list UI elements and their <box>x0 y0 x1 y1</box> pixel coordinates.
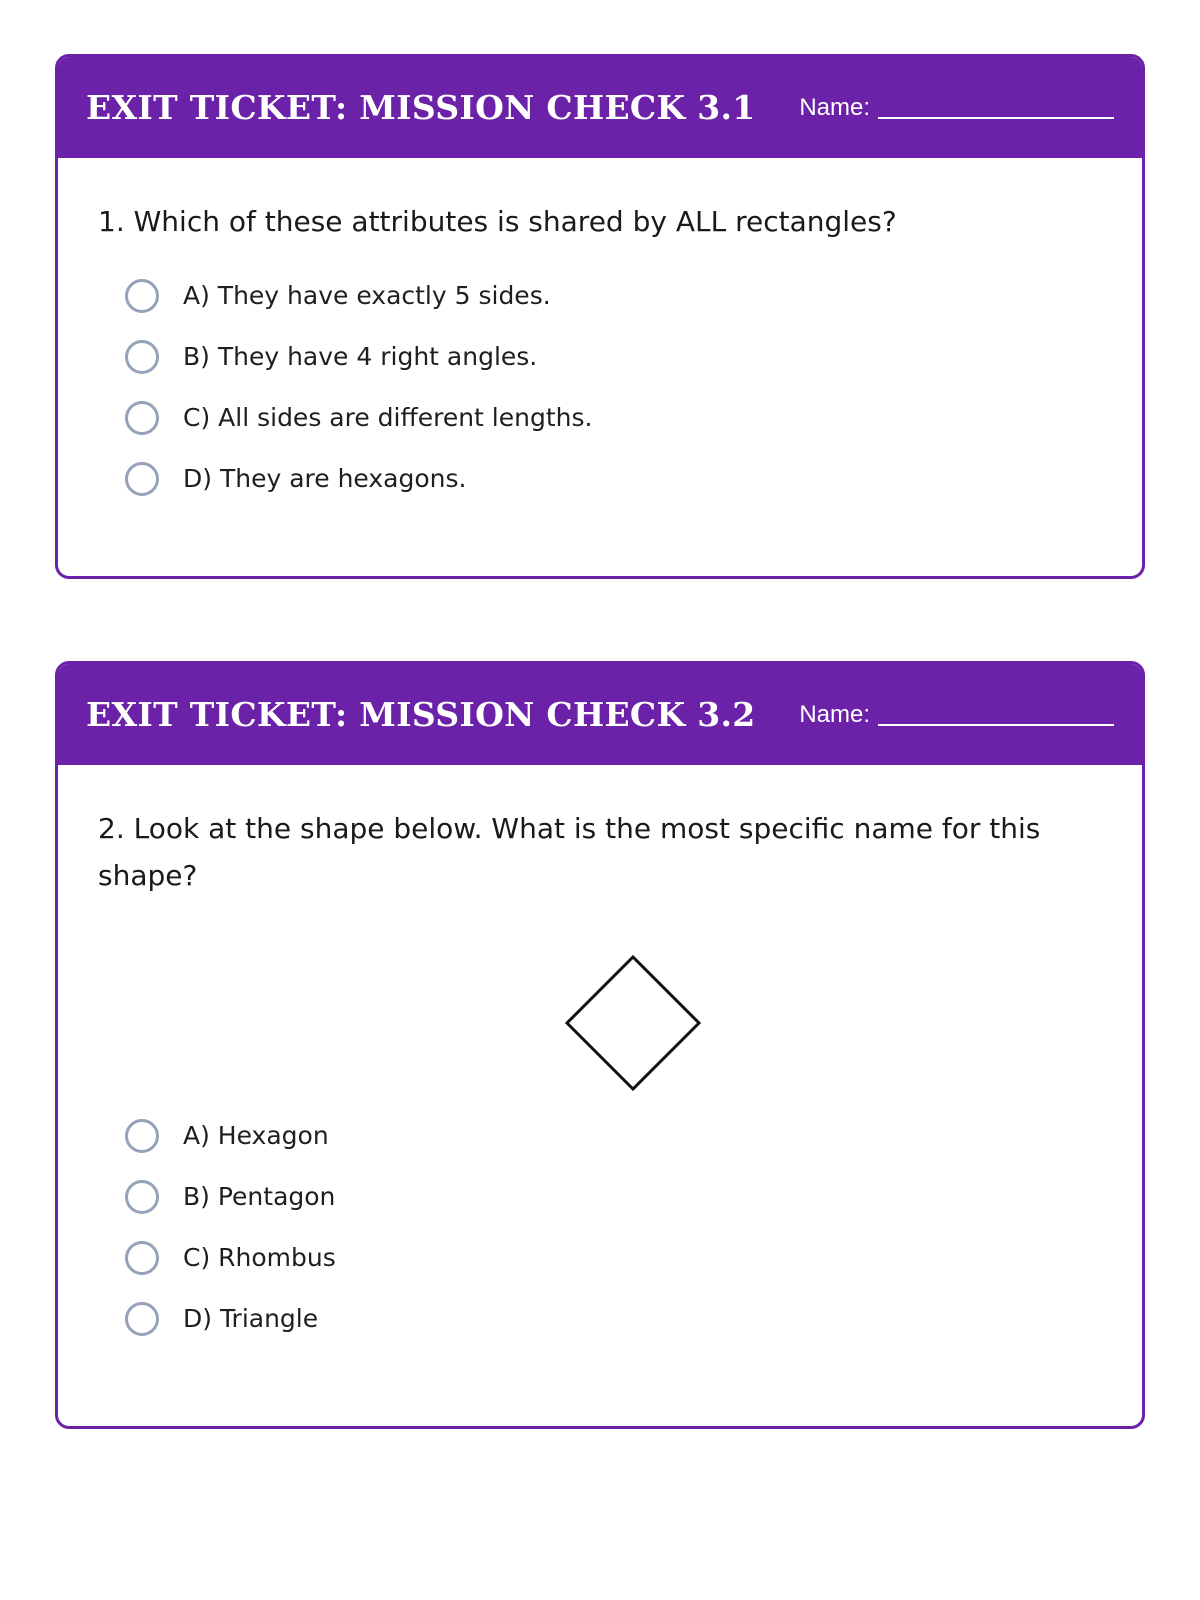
ticket-header <box>58 664 1142 765</box>
radio-button[interactable] <box>125 1180 159 1214</box>
answer-option-d[interactable] <box>125 1288 1102 1349</box>
name-field[interactable] <box>799 94 1114 122</box>
ticket-header <box>58 57 1142 158</box>
option-label: B) Pentagon <box>183 1182 336 1211</box>
diamond-shape <box>565 955 701 1091</box>
radio-button[interactable] <box>125 462 159 496</box>
answer-option-c[interactable] <box>125 1227 1102 1288</box>
option-label: C) All sides are different lengths. <box>183 403 593 432</box>
question-text: 2. Look at the shape below. What is the most specific name for this shape? <box>98 812 1041 892</box>
exit-ticket-card <box>55 661 1145 1429</box>
option-label: B) They have 4 right angles. <box>183 342 538 371</box>
radio-button[interactable] <box>125 1302 159 1336</box>
option-label: A) They have exactly 5 sides. <box>183 281 551 310</box>
option-label: A) Hexagon <box>183 1121 329 1150</box>
radio-button[interactable] <box>125 340 159 374</box>
radio-button[interactable] <box>125 279 159 313</box>
option-label: D) Triangle <box>183 1304 319 1333</box>
name-blank-line[interactable] <box>878 702 1114 726</box>
answer-option-a[interactable] <box>125 265 1102 326</box>
question-text: 1. Which of these attributes is shared by ALL rectangles? <box>98 205 897 238</box>
exit-ticket-card <box>55 54 1145 579</box>
ticket-body <box>58 158 1142 509</box>
answer-options <box>98 245 1102 509</box>
answer-option-d[interactable] <box>125 448 1102 509</box>
name-label: Name: <box>799 700 870 728</box>
answer-options <box>98 1105 1102 1349</box>
name-blank-line[interactable] <box>878 95 1114 119</box>
answer-option-b[interactable] <box>125 1166 1102 1227</box>
name-field[interactable] <box>799 701 1114 729</box>
name-label: Name: <box>799 93 870 121</box>
shape-figure <box>98 899 1102 1105</box>
answer-option-c[interactable] <box>125 387 1102 448</box>
ticket-title: EXIT TICKET: MISSION CHECK 3.2 <box>86 695 756 734</box>
answer-option-b[interactable] <box>125 326 1102 387</box>
option-label: C) Rhombus <box>183 1243 336 1272</box>
answer-option-a[interactable] <box>125 1105 1102 1166</box>
radio-button[interactable] <box>125 1241 159 1275</box>
option-label: D) They are hexagons. <box>183 464 467 493</box>
radio-button[interactable] <box>125 1119 159 1153</box>
ticket-title: EXIT TICKET: MISSION CHECK 3.1 <box>86 88 756 127</box>
radio-button[interactable] <box>125 401 159 435</box>
ticket-body <box>58 765 1142 1349</box>
